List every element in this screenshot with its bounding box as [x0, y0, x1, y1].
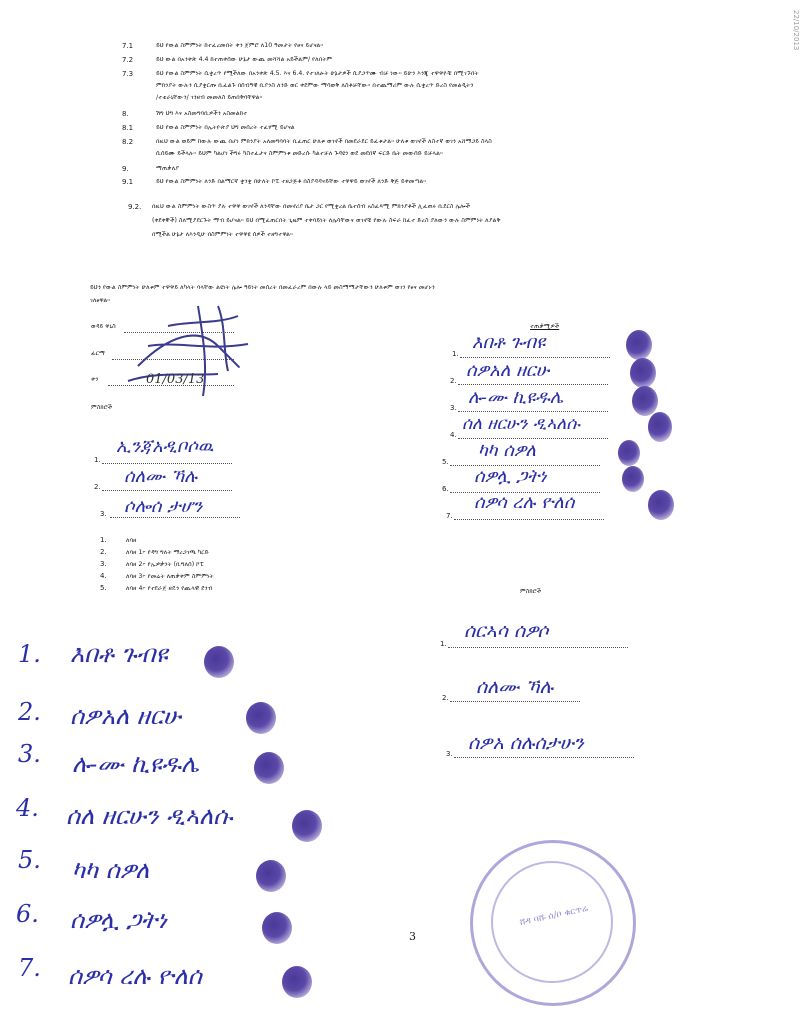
clause-text: ይህ የውል ስምምነት ለንድ በልማርኛ ቋንቋ በሁለት ኮፒ ተዘጋጅቶ በስያዳዳናይቸው ተዋዋይ ወገኖች ለንድ ቅጅ ይቀመጣል።	[156, 178, 427, 185]
list-number: 7.	[18, 954, 41, 982]
clause-text: ሽግ ህግ እና አስመግባቢዎችን አስመልከተ	[156, 110, 248, 117]
thumbprint-icon	[292, 810, 322, 842]
thumbprint-icon	[630, 358, 656, 388]
thumbprint-icon	[262, 912, 292, 944]
list-number: 6.	[442, 485, 449, 493]
thumbprint-icon	[648, 412, 672, 442]
list-number: 3.	[100, 510, 107, 518]
list-number: 4.	[16, 794, 39, 822]
clause-text: ይህ የውል ስምምነት ሲቋረጥ የሚችለው በአንቀጽ 4.5. እና 6.4. የተገለፁት ሁኔታዎች ሲያጋጥሙ ብቻ ነው። ይሁን እንጂ ተዋዋዮቹ በሚገኙበት	[156, 70, 479, 77]
dotted-line	[458, 411, 608, 412]
dotted-line	[102, 490, 232, 491]
list-number: 3.	[450, 404, 457, 412]
side-mark: 22/10/2013	[792, 10, 800, 51]
handwritten-name: ሰዎሳ ረሉ ዮለሰ	[68, 962, 202, 990]
page-number: 3	[409, 930, 416, 943]
party-signature: ሉ-ሙ ኪዩዱሌ	[468, 387, 564, 408]
clause-number: 7.3	[122, 70, 134, 78]
clause-text: (ቀደቀኞች) ስለሚያደርጉት ማብ ይሆናል። ይህ በሚፈጠርበት ጊዜም ተቀባይነት ለሌሳቸውና ወገኖቹ የውሉ ስፍራ ከፈተ ድረስ ያለውን ውሉ ስምምነት ለያልቅ	[152, 217, 501, 224]
clause-text: ይህ የውል ስምምነት ከተፈረመበት ቀን ጀምሮ ለ10 ዓመታት የፀና ይሆናል።	[156, 42, 324, 49]
handwritten-date: 01/03/13	[146, 372, 205, 387]
closing-text: ገለፀዋል።	[90, 297, 111, 304]
witness-signature: ሶሎሰ ታሆን	[124, 496, 203, 517]
dotted-line	[458, 384, 608, 385]
thumbprint-icon	[622, 466, 644, 492]
thumbprint-icon	[282, 966, 312, 998]
list-number: 5.	[18, 846, 41, 874]
clause-number: 9.1	[122, 178, 134, 186]
handwritten-name: ካካ ሰዎለ	[72, 856, 150, 884]
party-signature: ሰዎሳ ረሉ ዮለሰ	[474, 492, 575, 513]
thumbprint-icon	[256, 860, 286, 892]
handwritten-name: ሉ-ሙ ኪዩዱሌ	[72, 750, 199, 778]
clause-text: ማጠቃለያ	[156, 165, 179, 172]
clause-number: 8.1	[122, 124, 134, 132]
thumbprint-icon	[618, 440, 640, 466]
list-number: 3.	[18, 740, 41, 768]
clause-text: በሚችል ሁኔታ ለእንዲሁ በስምምነት ተዋዋዩ ሰዎች ተዘግተዋል።	[152, 231, 293, 238]
list-number: 1.	[440, 640, 447, 648]
list-number: 1.	[18, 640, 41, 668]
list-number: 4.	[450, 431, 457, 439]
attachment-text: ለባዘ 4፦ የተደራጀ ዘዴን የጪላዊ ደንብ	[126, 585, 213, 592]
dotted-line	[448, 647, 628, 648]
thumbprint-icon	[632, 386, 658, 416]
list-number: 6.	[16, 900, 39, 928]
clause-number: 8.2	[122, 138, 134, 146]
clause-text: በዚህ ውል ወይም ከውሉ ውጪ በሆነ ምክንያት አለመግባባት ቢፈጠር ሁለቱ ወገኖች በመደራደር ይፈቱታል። ሁለቱ ወገኖች ለስተኛ ወገን አሸማጋይ ስላስ	[156, 138, 492, 145]
dotted-line	[450, 701, 580, 702]
clause-text: ሲሰይሙ ይችላሉ። ይህም ካልሆነ ችግሩ ካስተፈታና ስምምነቱ መድረሱ ካልተቻለ ጉዳዩን ወደ መደበኛ ፍርድ ቤት መውሰድ ይቻላል።	[156, 150, 443, 157]
witness-signature: ሰርኣሳ ሰዎሶ	[464, 620, 549, 642]
list-number: 3.	[100, 560, 107, 568]
date-label: ቀን	[91, 376, 99, 383]
clause-text: ይህ የውል ስምምነት በኢትዮጵያ ህግ መሰረት ተፈፃሚ ይሆናል	[156, 124, 295, 131]
party-signature: ሰለ ዘርሁን ዲኣለሱ	[462, 414, 580, 434]
witnesses-label: ምስክሮች	[91, 404, 113, 411]
party-signature: ሰዎሏ ጋትነ	[474, 466, 547, 487]
list-number: 2.	[18, 698, 41, 726]
clause-number: 9.	[122, 165, 129, 173]
handwritten-name: ሰለ ዘርሁን ዲኣለሱ	[66, 802, 233, 830]
witness-signature: ኢንጃአዲቦሶዉ	[116, 436, 214, 457]
clause-number: 7.2	[122, 56, 134, 64]
clause-number: 9.2.	[128, 203, 142, 211]
list-number: 1.	[94, 456, 101, 464]
list-number: 2.	[94, 483, 101, 491]
clause-number: 8.	[122, 110, 129, 118]
thumbprint-icon	[648, 490, 674, 520]
thumbprint-icon	[626, 330, 652, 360]
clause-text: /ተቴራኒቸውን/ ገንዘብ መመለስ ይጠበቅባቸዋል።	[156, 94, 263, 101]
handwritten-signature-icon	[108, 296, 268, 404]
witnesses-label: ምስክሮች	[520, 588, 542, 595]
list-number: 7.	[446, 512, 453, 520]
list-number: 2.	[442, 694, 449, 702]
thumbprint-icon	[246, 702, 276, 734]
dotted-line	[454, 757, 634, 758]
stamp-text: ሸዳ ባሹ ሰ/ቦ ቁርጥሬ	[518, 903, 590, 929]
witness-signature: ሰለሙ ኻሉ	[476, 676, 554, 698]
clause-number: 7.1	[122, 42, 134, 50]
list-number: 5.	[100, 584, 107, 592]
attachment-text: ለባዘ 1፦ የዳግ ግለት ማረጋገጫ ካርድ	[126, 549, 209, 556]
dotted-line	[102, 463, 232, 464]
party-signature: ሰዎአለ ዘርሁ	[466, 360, 550, 381]
attachment-text: ለባዘ	[126, 537, 137, 544]
witness-signature: ሰለሙ ኻሉ	[124, 466, 197, 487]
list-number: 3.	[446, 750, 453, 758]
closing-text: ይህን የውል ስምምነት ሁለቱም ተዋዋይ ለካላት ባላቸው ልዩነት ሌሎ ዓይነት መሰረት በመፈራረም በውሉ ላይ መስማማታቸውን ሁለቱም ወገን የፀና መሆኑን	[90, 284, 435, 291]
list-number: 1.	[452, 350, 459, 358]
clause-text: ይህ ውል በአንቀጽ 4.4 ከተጠቀሰው ሁኔታ ውጪ መሻሻል አይችልም/ የለበትም	[156, 56, 333, 63]
dotted-line	[110, 517, 240, 518]
official-stamp-icon	[470, 840, 636, 1006]
witness-signature: ሰዎአ ሰሉሰታሁን	[468, 732, 584, 754]
handwritten-name: ሰዎሏ ጋትነ	[70, 906, 167, 934]
attachment-text: ለባዘ 2፦ የኢዎቃንት (ቢግለሰ) ኮፒ	[126, 561, 204, 568]
thumbprint-icon	[254, 752, 284, 784]
signature-label: ፊርማ	[91, 350, 105, 357]
list-number: 4.	[100, 572, 107, 580]
dotted-line	[454, 519, 604, 520]
list-number: 1.	[100, 536, 107, 544]
clause-text: ምክንያት ውሉን ሲያቋርጡ ቢፈልጉ በሰብዓዊ ቢያንስ ለንድ ወር ቀደምው ማሳወቅ ለስቶቻቸው። በተጨማሪም ውሉ ሲቋረጥ ድረስ የመልዲትን	[156, 82, 474, 89]
party-signature: እበቶ ጉብዩ	[472, 332, 546, 353]
attachment-text: ለባዘ 3፦ የመሬት ለጠቃቀም ስምምነት	[126, 573, 214, 580]
clause-text: በዚህ ውል ስምምነት ውስጥ ያሉ ተዋዋ ወገኖች ለንዳቸው በመኖሪያ ቤታ ጋር የሚቋረል ቤተሰብ አስፈጻሚ ምክንያቶች ሊፈጠሩ ቢደርስ ሌሎች	[152, 203, 471, 210]
beneficiaries-heading: ተጠቃሚዎች	[530, 323, 560, 330]
list-number: 2.	[450, 377, 457, 385]
party-name-label: ወዳይ ዋኒስ	[91, 323, 116, 330]
handwritten-name: እበቶ ጉብዩ	[70, 640, 168, 668]
party-signature: ካካ ሰዎለ	[478, 440, 536, 461]
list-number: 2.	[100, 548, 107, 556]
handwritten-name: ሰዎአለ ዘርሁ	[70, 702, 181, 730]
dotted-line	[460, 357, 610, 358]
dotted-line	[458, 438, 608, 439]
thumbprint-icon	[204, 646, 234, 678]
list-number: 5.	[442, 458, 449, 466]
